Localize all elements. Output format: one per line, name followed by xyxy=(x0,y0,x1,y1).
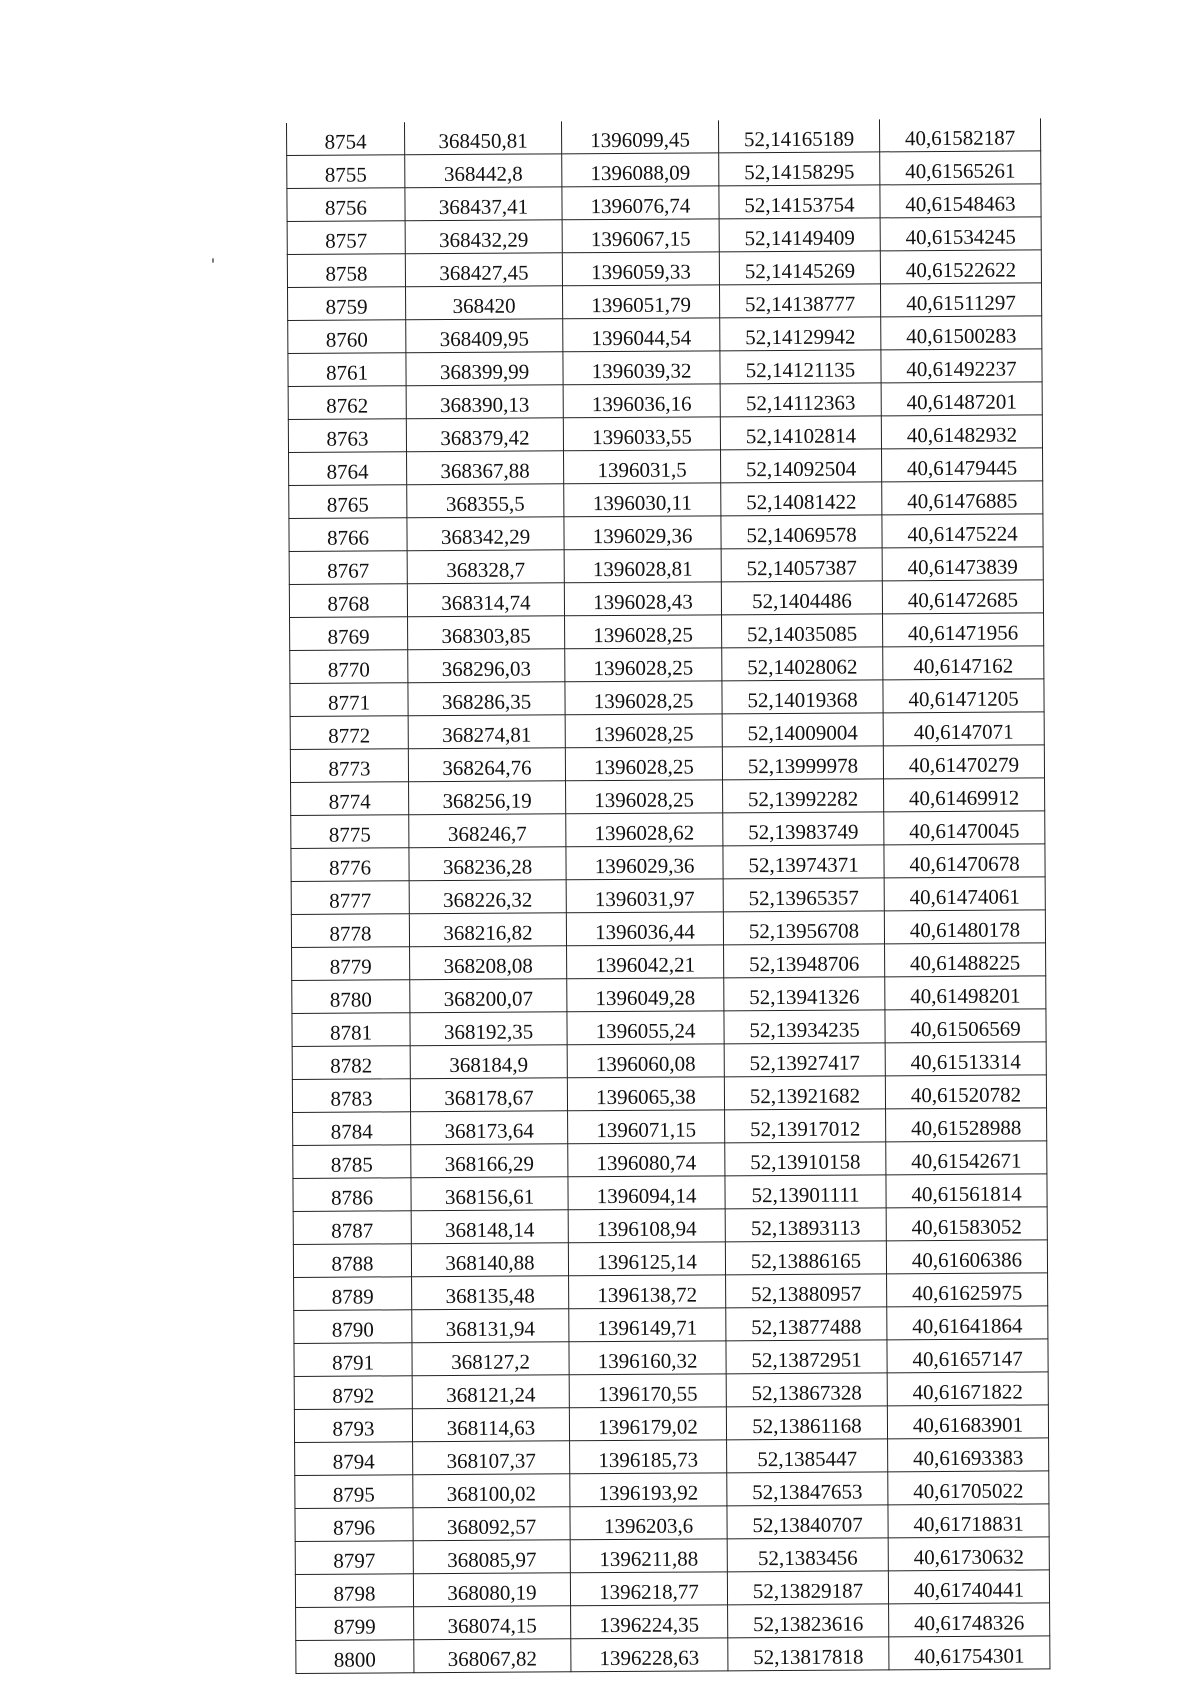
y-coordinate-cell: 1396029,36 xyxy=(564,516,721,550)
y-coordinate-cell: 1396067,15 xyxy=(562,219,719,253)
x-coordinate-cell: 368450,81 xyxy=(404,121,561,154)
y-coordinate-cell: 1396044,54 xyxy=(563,318,720,352)
point-number-cell: 8776 xyxy=(291,848,409,882)
longitude-cell: 40,61473839 xyxy=(882,547,1043,581)
x-coordinate-cell: 368328,7 xyxy=(407,550,564,584)
table-row xyxy=(287,250,1041,288)
x-coordinate-cell: 368173,64 xyxy=(411,1111,568,1145)
x-coordinate-cell: 368355,5 xyxy=(407,484,564,518)
longitude-cell: 40,61476885 xyxy=(882,481,1043,515)
longitude-cell: 40,61754301 xyxy=(889,1636,1050,1670)
table-row xyxy=(292,943,1046,981)
table-row xyxy=(290,712,1044,750)
x-coordinate-cell: 368114,63 xyxy=(412,1408,569,1442)
x-coordinate-cell: 368314,74 xyxy=(407,583,564,617)
y-coordinate-cell: 1396028,25 xyxy=(565,615,722,649)
longitude-cell: 40,61522622 xyxy=(880,250,1041,284)
y-coordinate-cell: 1396030,11 xyxy=(564,483,721,517)
x-coordinate-cell: 368264,76 xyxy=(408,748,565,782)
point-number-cell: 8795 xyxy=(295,1475,413,1509)
point-number-cell: 8773 xyxy=(290,749,408,783)
x-coordinate-cell: 368432,29 xyxy=(405,220,562,254)
y-coordinate-cell: 1396088,09 xyxy=(562,153,719,187)
longitude-cell: 40,61657147 xyxy=(887,1339,1048,1373)
x-coordinate-cell: 368200,07 xyxy=(410,979,567,1013)
longitude-cell: 40,61740441 xyxy=(888,1570,1049,1604)
x-coordinate-cell: 368135,48 xyxy=(412,1276,569,1310)
x-coordinate-cell: 368274,81 xyxy=(408,715,565,749)
latitude-cell: 52,14028062 xyxy=(722,647,883,681)
y-coordinate-cell: 1396028,25 xyxy=(566,780,723,814)
y-coordinate-cell: 1396071,15 xyxy=(568,1110,725,1144)
longitude-cell: 40,61482932 xyxy=(881,415,1042,449)
x-coordinate-cell: 368399,99 xyxy=(406,352,563,386)
table-row xyxy=(293,1240,1047,1278)
point-number-cell: 8760 xyxy=(288,320,406,354)
longitude-cell: 40,61606386 xyxy=(886,1240,1047,1274)
table-row xyxy=(288,283,1042,321)
point-number-cell: 8754 xyxy=(287,122,405,155)
x-coordinate-cell: 368442,8 xyxy=(405,154,562,188)
longitude-cell: 40,61693383 xyxy=(888,1438,1049,1472)
point-number-cell: 8777 xyxy=(291,881,409,915)
latitude-cell: 52,14035085 xyxy=(722,614,883,648)
table-row xyxy=(291,844,1045,882)
point-number-cell: 8778 xyxy=(291,914,409,948)
longitude-cell: 40,61641864 xyxy=(887,1306,1048,1340)
x-coordinate-cell: 368256,19 xyxy=(409,781,566,815)
latitude-cell: 52,1385447 xyxy=(727,1439,888,1473)
point-number-cell: 8759 xyxy=(288,287,406,321)
table-row xyxy=(287,217,1041,255)
table-row xyxy=(295,1471,1049,1509)
table-row xyxy=(287,118,1041,155)
x-coordinate-cell: 368390,13 xyxy=(406,385,563,419)
y-coordinate-cell: 1396170,55 xyxy=(569,1374,726,1408)
point-number-cell: 8785 xyxy=(293,1145,411,1179)
latitude-cell: 52,13861168 xyxy=(726,1406,887,1440)
longitude-cell: 40,61471205 xyxy=(883,679,1044,713)
x-coordinate-cell: 368100,02 xyxy=(413,1474,570,1508)
latitude-cell: 52,14112363 xyxy=(720,383,881,417)
y-coordinate-cell: 1396039,32 xyxy=(563,351,720,385)
latitude-cell: 52,13927417 xyxy=(724,1043,885,1077)
point-number-cell: 8791 xyxy=(294,1343,412,1377)
point-number-cell: 8755 xyxy=(287,155,405,189)
y-coordinate-cell: 1396094,14 xyxy=(568,1176,725,1210)
table-row xyxy=(294,1372,1048,1410)
longitude-cell: 40,61513314 xyxy=(885,1042,1046,1076)
table-row xyxy=(290,679,1044,717)
x-coordinate-cell: 368216,82 xyxy=(409,913,566,947)
x-coordinate-cell: 368437,41 xyxy=(405,187,562,221)
x-coordinate-cell: 368156,61 xyxy=(411,1177,568,1211)
latitude-cell: 52,13901111 xyxy=(725,1175,886,1209)
longitude-cell: 40,61470279 xyxy=(883,745,1044,779)
table-row xyxy=(295,1537,1049,1575)
y-coordinate-cell: 1396059,33 xyxy=(562,252,719,286)
latitude-cell: 52,14138777 xyxy=(719,284,880,318)
latitude-cell: 52,13872951 xyxy=(726,1340,887,1374)
x-coordinate-cell: 368246,7 xyxy=(409,814,566,848)
x-coordinate-cell: 368092,57 xyxy=(413,1507,570,1541)
x-coordinate-cell: 368296,03 xyxy=(408,649,565,683)
latitude-cell: 52,13880957 xyxy=(726,1274,887,1308)
longitude-cell: 40,61480178 xyxy=(884,910,1045,944)
table-row xyxy=(287,184,1041,222)
point-number-cell: 8797 xyxy=(295,1541,413,1575)
point-number-cell: 8780 xyxy=(292,980,410,1014)
y-coordinate-cell: 1396076,74 xyxy=(562,186,719,220)
y-coordinate-cell: 1396080,74 xyxy=(568,1143,725,1177)
point-number-cell: 8757 xyxy=(287,221,405,255)
point-number-cell: 8783 xyxy=(292,1079,410,1113)
latitude-cell: 52,13999978 xyxy=(722,746,883,780)
x-coordinate-cell: 368184,9 xyxy=(410,1045,567,1079)
y-coordinate-cell: 1396028,25 xyxy=(565,681,722,715)
longitude-cell: 40,61683901 xyxy=(887,1405,1048,1439)
table-row xyxy=(293,1207,1047,1245)
point-number-cell: 8761 xyxy=(288,353,406,387)
longitude-cell: 40,61475224 xyxy=(882,514,1043,548)
x-coordinate-cell: 368342,29 xyxy=(407,517,564,551)
x-coordinate-cell: 368379,42 xyxy=(406,418,563,452)
longitude-cell: 40,61548463 xyxy=(880,184,1041,218)
latitude-cell: 52,14069578 xyxy=(721,515,882,549)
longitude-cell: 40,61469912 xyxy=(884,778,1045,812)
table-row xyxy=(294,1273,1048,1311)
table-row xyxy=(296,1603,1050,1641)
longitude-cell: 40,61488225 xyxy=(885,943,1046,977)
point-number-cell: 8768 xyxy=(289,584,407,618)
x-coordinate-cell: 368067,82 xyxy=(414,1639,571,1673)
table-row xyxy=(289,514,1043,552)
latitude-cell: 52,13847653 xyxy=(727,1472,888,1506)
point-number-cell: 8799 xyxy=(296,1607,414,1641)
coordinates-table xyxy=(286,118,1050,1674)
x-coordinate-cell: 368420 xyxy=(406,286,563,320)
longitude-cell: 40,61479445 xyxy=(882,448,1043,482)
x-coordinate-cell: 368286,35 xyxy=(408,682,565,716)
latitude-cell: 52,13983749 xyxy=(723,812,884,846)
y-coordinate-cell: 1396203,6 xyxy=(570,1506,727,1540)
x-coordinate-cell: 368208,08 xyxy=(410,946,567,980)
table-row xyxy=(292,976,1046,1014)
point-number-cell: 8770 xyxy=(290,650,408,684)
table-row xyxy=(293,1108,1047,1146)
y-coordinate-cell: 1396028,62 xyxy=(566,813,723,847)
x-coordinate-cell: 368131,94 xyxy=(412,1309,569,1343)
x-coordinate-cell: 368427,45 xyxy=(405,253,562,287)
y-coordinate-cell: 1396218,77 xyxy=(570,1572,727,1606)
latitude-cell: 52,13867328 xyxy=(726,1373,887,1407)
point-number-cell: 8798 xyxy=(295,1574,413,1608)
latitude-cell: 52,14092504 xyxy=(721,449,882,483)
x-coordinate-cell: 368166,29 xyxy=(411,1144,568,1178)
longitude-cell: 40,61671822 xyxy=(887,1372,1048,1406)
scan-speck xyxy=(212,258,214,263)
table-row xyxy=(296,1636,1050,1674)
longitude-cell: 40,61542671 xyxy=(886,1141,1047,1175)
point-number-cell: 8758 xyxy=(287,254,405,288)
y-coordinate-cell: 1396051,79 xyxy=(562,285,719,319)
y-coordinate-cell: 1396099,45 xyxy=(561,120,718,153)
longitude-cell: 40,61534245 xyxy=(880,217,1041,251)
longitude-cell: 40,61472685 xyxy=(882,580,1043,614)
point-number-cell: 8774 xyxy=(291,782,409,816)
latitude-cell: 52,13886165 xyxy=(725,1241,886,1275)
latitude-cell: 52,14102814 xyxy=(720,416,881,450)
point-number-cell: 8784 xyxy=(293,1112,411,1146)
latitude-cell: 52,1383456 xyxy=(727,1538,888,1572)
longitude-cell: 40,61487201 xyxy=(881,382,1042,416)
point-number-cell: 8763 xyxy=(288,419,406,453)
latitude-cell: 52,13921682 xyxy=(724,1076,885,1110)
y-coordinate-cell: 1396029,36 xyxy=(566,846,723,880)
table-row xyxy=(288,415,1042,453)
latitude-cell: 52,14165189 xyxy=(718,119,879,152)
y-coordinate-cell: 1396028,43 xyxy=(564,582,721,616)
point-number-cell: 8796 xyxy=(295,1508,413,1542)
latitude-cell: 52,14158295 xyxy=(719,152,880,186)
latitude-cell: 52,1404486 xyxy=(721,581,882,615)
y-coordinate-cell: 1396055,24 xyxy=(567,1011,724,1045)
table-row xyxy=(295,1570,1049,1608)
table-row xyxy=(289,580,1043,618)
y-coordinate-cell: 1396033,55 xyxy=(563,417,720,451)
point-number-cell: 8769 xyxy=(290,617,408,651)
longitude-cell: 40,61506569 xyxy=(885,1009,1046,1043)
x-coordinate-cell: 368226,32 xyxy=(409,880,566,914)
latitude-cell: 52,13917012 xyxy=(725,1109,886,1143)
x-coordinate-cell: 368409,95 xyxy=(406,319,563,353)
x-coordinate-cell: 368080,19 xyxy=(413,1573,570,1607)
longitude-cell: 40,61528988 xyxy=(886,1108,1047,1142)
x-coordinate-cell: 368236,28 xyxy=(409,847,566,881)
x-coordinate-cell: 368192,35 xyxy=(410,1012,567,1046)
point-number-cell: 8782 xyxy=(292,1046,410,1080)
longitude-cell: 40,61561814 xyxy=(886,1174,1047,1208)
longitude-cell: 40,61565261 xyxy=(880,151,1041,185)
table-row xyxy=(291,778,1045,816)
y-coordinate-cell: 1396211,88 xyxy=(570,1539,727,1573)
longitude-cell: 40,6147162 xyxy=(883,646,1044,680)
table-row xyxy=(292,1009,1046,1047)
longitude-cell: 40,61498201 xyxy=(885,976,1046,1010)
y-coordinate-cell: 1396108,94 xyxy=(568,1209,725,1243)
longitude-cell: 40,61470678 xyxy=(884,844,1045,878)
table-row xyxy=(291,811,1045,849)
latitude-cell: 52,14153754 xyxy=(719,185,880,219)
table-row xyxy=(292,1042,1046,1080)
y-coordinate-cell: 1396125,14 xyxy=(568,1242,725,1276)
latitude-cell: 52,14145269 xyxy=(719,251,880,285)
latitude-cell: 52,13910158 xyxy=(725,1142,886,1176)
latitude-cell: 52,13941326 xyxy=(724,977,885,1011)
point-number-cell: 8793 xyxy=(294,1409,412,1443)
y-coordinate-cell: 1396228,63 xyxy=(571,1638,728,1672)
point-number-cell: 8779 xyxy=(292,947,410,981)
longitude-cell: 40,61500283 xyxy=(881,316,1042,350)
table-row xyxy=(289,448,1043,486)
table-row xyxy=(288,382,1042,420)
x-coordinate-cell: 368303,85 xyxy=(408,616,565,650)
y-coordinate-cell: 1396060,08 xyxy=(567,1044,724,1078)
longitude-cell: 40,61474061 xyxy=(884,877,1045,911)
y-coordinate-cell: 1396031,5 xyxy=(564,450,721,484)
longitude-cell: 40,61583052 xyxy=(886,1207,1047,1241)
table-row xyxy=(290,646,1044,684)
y-coordinate-cell: 1396065,38 xyxy=(567,1077,724,1111)
latitude-cell: 52,13956708 xyxy=(723,911,884,945)
latitude-cell: 52,13992282 xyxy=(723,779,884,813)
table-row xyxy=(288,316,1042,354)
point-number-cell: 8792 xyxy=(294,1376,412,1410)
point-number-cell: 8772 xyxy=(290,716,408,750)
y-coordinate-cell: 1396042,21 xyxy=(567,945,724,979)
table-row xyxy=(293,1174,1047,1212)
y-coordinate-cell: 1396031,97 xyxy=(566,879,723,913)
point-number-cell: 8790 xyxy=(294,1310,412,1344)
y-coordinate-cell: 1396160,32 xyxy=(569,1341,726,1375)
point-number-cell: 8788 xyxy=(293,1244,411,1278)
x-coordinate-cell: 368121,24 xyxy=(412,1375,569,1409)
x-coordinate-cell: 368085,97 xyxy=(413,1540,570,1574)
latitude-cell: 52,13893113 xyxy=(725,1208,886,1242)
table-row xyxy=(290,613,1044,651)
point-number-cell: 8756 xyxy=(287,188,405,222)
latitude-cell: 52,14057387 xyxy=(721,548,882,582)
longitude-cell: 40,61705022 xyxy=(888,1471,1049,1505)
point-number-cell: 8794 xyxy=(295,1442,413,1476)
y-coordinate-cell: 1396028,25 xyxy=(565,714,722,748)
latitude-cell: 52,13877488 xyxy=(726,1307,887,1341)
latitude-cell: 52,13974371 xyxy=(723,845,884,879)
table-row xyxy=(291,877,1045,915)
longitude-cell: 40,61492237 xyxy=(881,349,1042,383)
table-row xyxy=(294,1339,1048,1377)
table-row xyxy=(295,1504,1049,1542)
table-row xyxy=(294,1405,1048,1443)
longitude-cell: 40,61625975 xyxy=(887,1273,1048,1307)
latitude-cell: 52,14121135 xyxy=(720,350,881,384)
longitude-cell: 40,61520782 xyxy=(885,1075,1046,1109)
longitude-cell: 40,61470045 xyxy=(884,811,1045,845)
longitude-cell: 40,61748326 xyxy=(889,1603,1050,1637)
longitude-cell: 40,61730632 xyxy=(888,1537,1049,1571)
x-coordinate-cell: 368367,88 xyxy=(407,451,564,485)
y-coordinate-cell: 1396028,81 xyxy=(564,549,721,583)
y-coordinate-cell: 1396179,02 xyxy=(569,1407,726,1441)
latitude-cell: 52,13823616 xyxy=(728,1604,889,1638)
table-row xyxy=(289,481,1043,519)
x-coordinate-cell: 368148,14 xyxy=(411,1210,568,1244)
x-coordinate-cell: 368074,15 xyxy=(414,1606,571,1640)
y-coordinate-cell: 1396193,92 xyxy=(570,1473,727,1507)
latitude-cell: 52,14081422 xyxy=(721,482,882,516)
y-coordinate-cell: 1396036,16 xyxy=(563,384,720,418)
y-coordinate-cell: 1396049,28 xyxy=(567,978,724,1012)
point-number-cell: 8787 xyxy=(293,1211,411,1245)
table-row xyxy=(292,1075,1046,1113)
latitude-cell: 52,13934235 xyxy=(724,1010,885,1044)
latitude-cell: 52,14009004 xyxy=(722,713,883,747)
x-coordinate-cell: 368127,2 xyxy=(412,1342,569,1376)
latitude-cell: 52,13829187 xyxy=(727,1571,888,1605)
point-number-cell: 8766 xyxy=(289,518,407,552)
latitude-cell: 52,13948706 xyxy=(724,944,885,978)
y-coordinate-cell: 1396224,35 xyxy=(571,1605,728,1639)
table-row xyxy=(294,1306,1048,1344)
y-coordinate-cell: 1396185,73 xyxy=(570,1440,727,1474)
y-coordinate-cell: 1396028,25 xyxy=(565,747,722,781)
longitude-cell: 40,61582187 xyxy=(879,118,1040,151)
x-coordinate-cell: 368178,67 xyxy=(410,1078,567,1112)
point-number-cell: 8767 xyxy=(289,551,407,585)
table-row xyxy=(289,547,1043,585)
y-coordinate-cell: 1396138,72 xyxy=(569,1275,726,1309)
latitude-cell: 52,14019368 xyxy=(722,680,883,714)
point-number-cell: 8800 xyxy=(296,1640,414,1674)
point-number-cell: 8775 xyxy=(291,815,409,849)
coordinates-table-body xyxy=(287,118,1050,1673)
point-number-cell: 8789 xyxy=(294,1277,412,1311)
point-number-cell: 8771 xyxy=(290,683,408,717)
table-row xyxy=(290,745,1044,783)
table-row xyxy=(293,1141,1047,1179)
point-number-cell: 8786 xyxy=(293,1178,411,1212)
latitude-cell: 52,13817818 xyxy=(728,1637,889,1671)
longitude-cell: 40,61511297 xyxy=(880,283,1041,317)
y-coordinate-cell: 1396149,71 xyxy=(569,1308,726,1342)
longitude-cell: 40,6147071 xyxy=(883,712,1044,746)
latitude-cell: 52,14129942 xyxy=(720,317,881,351)
table-row xyxy=(288,349,1042,387)
latitude-cell: 52,14149409 xyxy=(719,218,880,252)
table-row xyxy=(291,910,1045,948)
point-number-cell: 8762 xyxy=(288,386,406,420)
x-coordinate-cell: 368107,37 xyxy=(413,1441,570,1475)
latitude-cell: 52,13840707 xyxy=(727,1505,888,1539)
latitude-cell: 52,13965357 xyxy=(723,878,884,912)
point-number-cell: 8765 xyxy=(289,485,407,519)
longitude-cell: 40,61471956 xyxy=(883,613,1044,647)
table-row xyxy=(295,1438,1049,1476)
y-coordinate-cell: 1396036,44 xyxy=(566,912,723,946)
point-number-cell: 8764 xyxy=(289,452,407,486)
point-number-cell: 8781 xyxy=(292,1013,410,1047)
x-coordinate-cell: 368140,88 xyxy=(411,1243,568,1277)
longitude-cell: 40,61718831 xyxy=(888,1504,1049,1538)
table-row xyxy=(287,151,1041,189)
y-coordinate-cell: 1396028,25 xyxy=(565,648,722,682)
